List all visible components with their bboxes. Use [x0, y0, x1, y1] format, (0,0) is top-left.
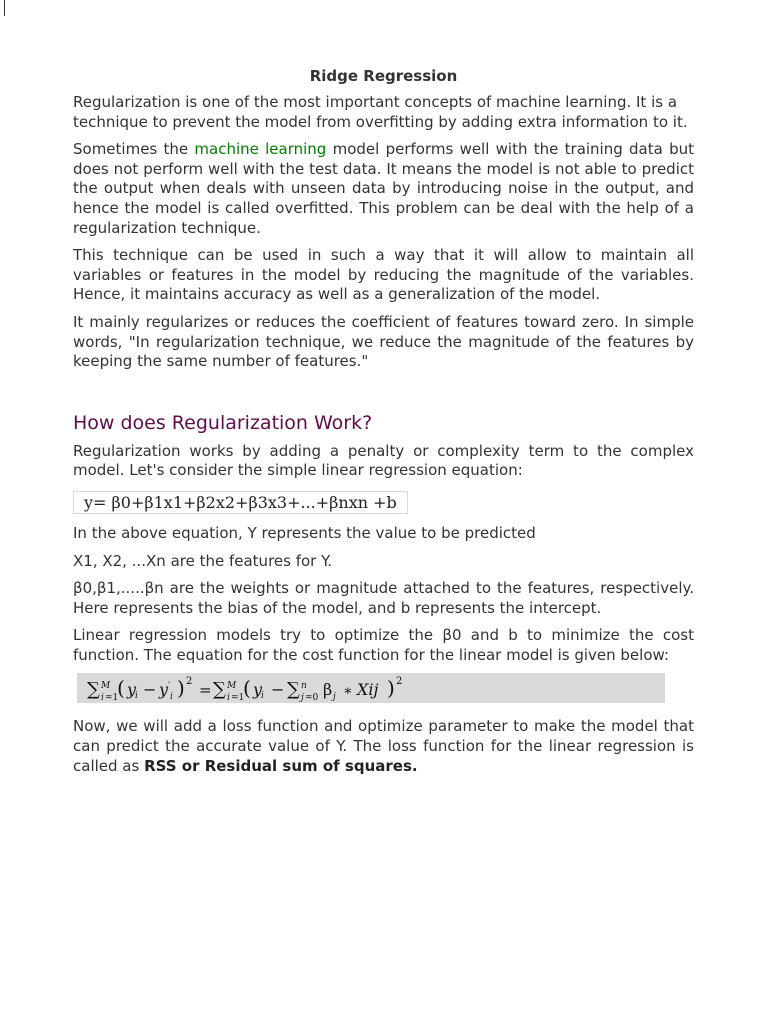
features-paragraph: X1, X2, ...Xn are the features for Y.	[73, 551, 332, 570]
svg-text:): )	[177, 676, 185, 701]
paragraph-text: Sometimes the	[73, 140, 195, 159]
text-cursor	[4, 0, 5, 16]
svg-text:2: 2	[186, 676, 193, 688]
svg-text:n: n	[301, 681, 307, 692]
section-heading: How does Regularization Work?	[73, 411, 373, 434]
svg-text:=0: =0	[305, 693, 319, 704]
svg-text:∑: ∑	[213, 679, 226, 701]
svg-text:=1: =1	[231, 693, 245, 704]
article-body	[73, 66, 694, 784]
svg-text:i: i	[101, 693, 104, 704]
svg-text:′: ′	[168, 681, 171, 693]
paragraph-text: Now, we will add a loss function and optimize parameter to make the model that can predict the accurate value of Y. The loss function for the linear regression is called as	[73, 717, 694, 775]
svg-text:Xij: Xij	[357, 680, 379, 700]
intro-paragraph: Regularization is one of the most important concepts of machine learning. It is a technique to prevent the model from overfitting by adding extra information to it.	[73, 93, 688, 131]
svg-text:): )	[387, 676, 395, 701]
page-title: Ridge Regression	[309, 67, 458, 85]
svg-text:y: y	[253, 680, 263, 700]
overfitting-paragraph	[73, 140, 694, 238]
svg-text:−: −	[271, 680, 285, 700]
svg-text:i: i	[227, 693, 230, 704]
svg-text:∑: ∑	[287, 679, 300, 701]
svg-text:M: M	[227, 681, 237, 692]
svg-text:y: y	[127, 680, 137, 700]
cost-function-paragraph: Linear regression models try to optimize the β0 and b to minimize the cost function. The equation for the cost function for the linear model is given below:	[73, 626, 694, 664]
svg-text:∗: ∗	[343, 683, 353, 700]
svg-text:−: −	[143, 680, 157, 700]
svg-text:2: 2	[396, 676, 403, 688]
svg-text:=: =	[199, 681, 212, 700]
svg-text:i: i	[135, 691, 138, 702]
technique-paragraph: This technique can be used in such a way that it will allow to maintain all variables or features in the model by reducing the magnitude of the variables. Hence, it maintains accuracy as well as a generalization of the model.	[73, 246, 694, 304]
svg-text:=1: =1	[105, 693, 119, 704]
svg-text:i: i	[170, 692, 173, 703]
loss-function-paragraph	[73, 717, 694, 776]
predicted-value-paragraph: In the above equation, Y represents the value to be predicted	[73, 523, 536, 542]
cost-function-formula	[77, 673, 665, 703]
svg-text:j: j	[333, 692, 336, 703]
coefficient-paragraph: It mainly regularizes or reduces the coefficient of features toward zero. In simple words, "In regularization technique, we reduce the magnitude of the features by keeping the same number of features."	[73, 312, 694, 371]
weights-paragraph: β0,β1,.....βn are the weights or magnitude attached to the features, respectively. Here represents the bias of the model, and b represents the intercept.	[73, 579, 694, 617]
paragraph-text: model performs well with the training data but does not perform well with the test data. It means the model is not able to predict the output when deals with unseen data by introducing noise in the output, and hence the model is called overfitted. This problem can be deal with the help of a regularization technique.	[73, 140, 694, 237]
cost-function-formula-image	[77, 673, 665, 703]
penalty-paragraph: Regularization works by adding a penalty or complexity term to the complex model. Let's consider the simple linear regression equation:	[73, 441, 694, 480]
linear-equation: y= β0+β1x1+β2x2+β3x3+...+βnxn +b	[73, 491, 408, 514]
svg-text:j: j	[301, 693, 304, 704]
svg-text:y: y	[159, 680, 169, 700]
svg-text:β: β	[323, 680, 333, 700]
svg-text:i: i	[261, 691, 264, 702]
svg-text:(: (	[243, 676, 251, 701]
svg-text:M: M	[101, 681, 111, 692]
svg-text:(: (	[117, 676, 125, 701]
svg-text:∑: ∑	[87, 679, 100, 701]
machine-learning-link[interactable]: machine learning	[194, 140, 327, 159]
rss-term: RSS or Residual sum of squares.	[144, 756, 418, 775]
